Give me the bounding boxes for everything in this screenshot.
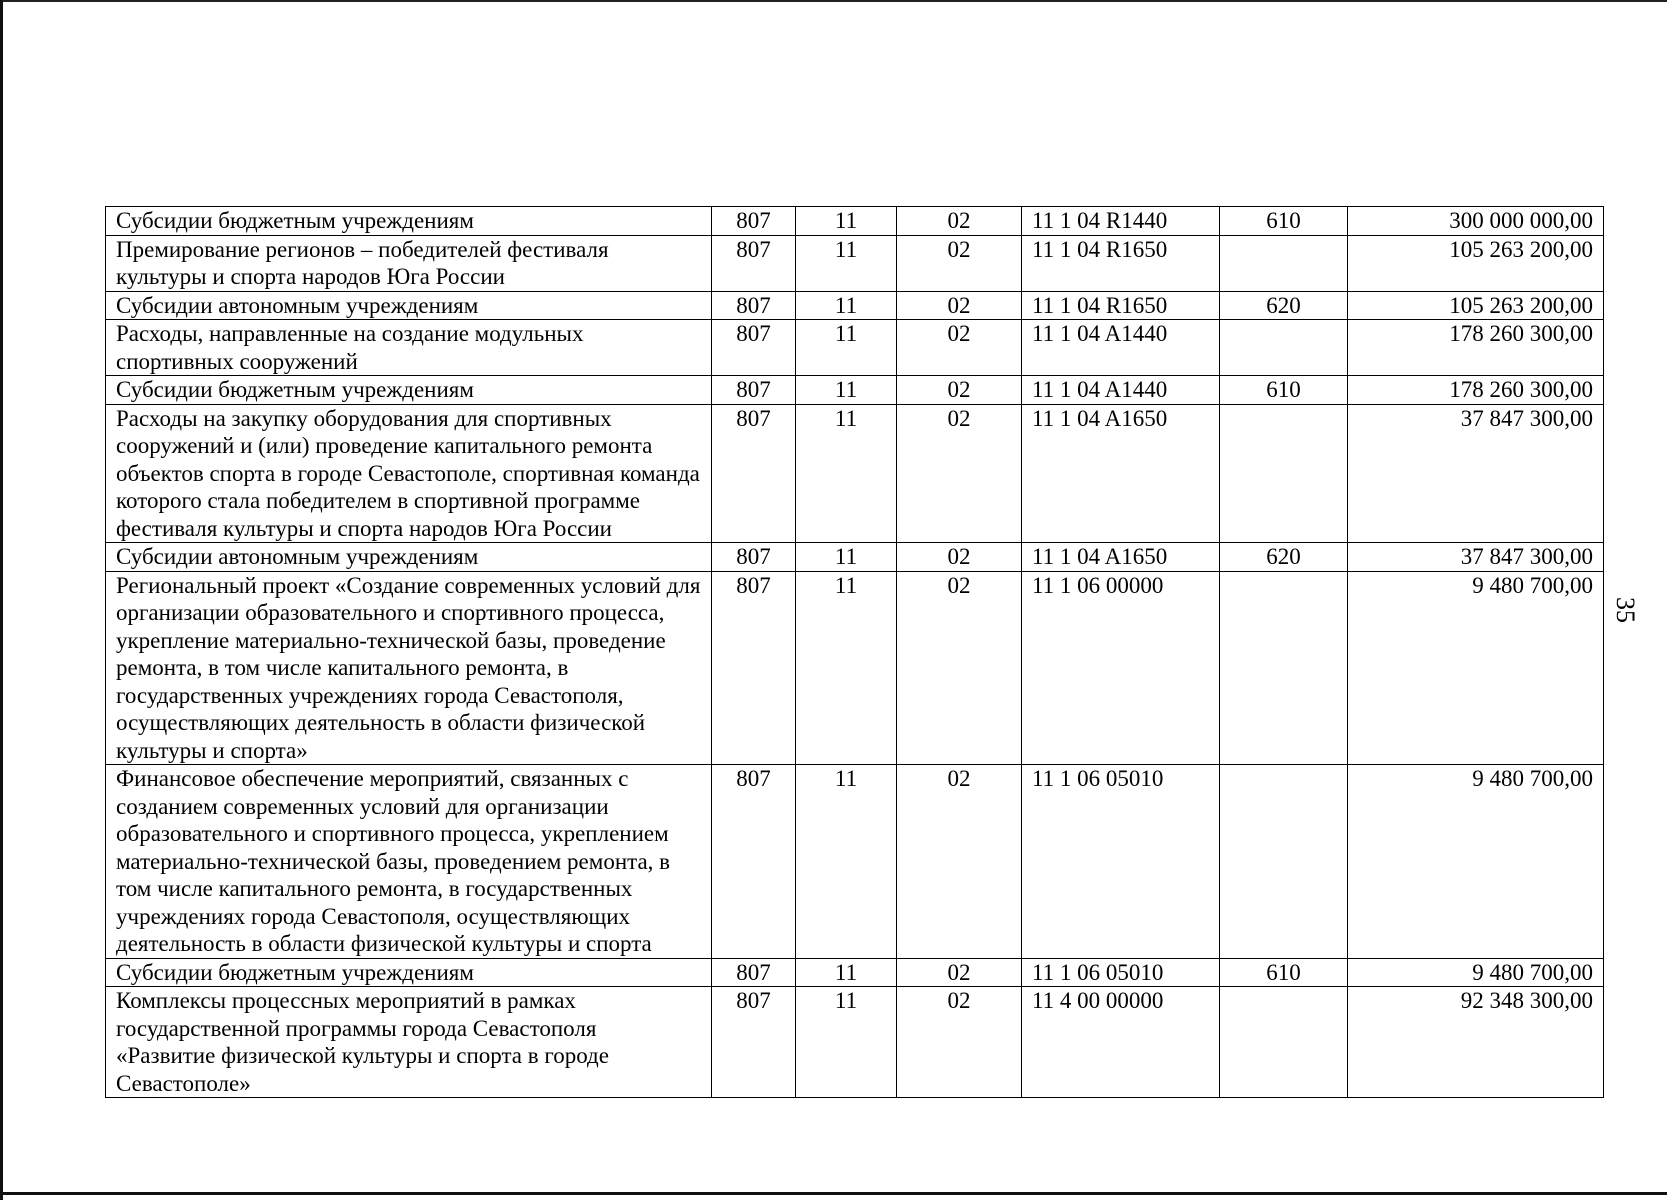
budget-table	[105, 206, 1604, 1098]
row-name: Региональный проект «Создание современных условий для организации образовательного и спортивного процесса, укрепление материально-технической базы, проведение ремонта, в том числе капитального ремонта, в государственных учреждениях города Севастополя, осуществляющих деятельность в области физической культуры и спорта»	[106, 571, 712, 765]
row-ved: 807	[712, 376, 796, 405]
budget-table-container	[105, 206, 1603, 1098]
row-name: Комплексы процессных мероприятий в рамках государственной программы города Севастополя «Развитие физической культуры и спорта в городе Севастополе»	[106, 987, 712, 1098]
row-vr	[1220, 235, 1348, 291]
row-sum: 92 348 300,00	[1348, 987, 1604, 1098]
row-pr: 02	[897, 543, 1022, 572]
row-pr: 02	[897, 571, 1022, 765]
row-ved: 807	[712, 404, 796, 543]
row-vr	[1220, 320, 1348, 376]
row-sum: 9 480 700,00	[1348, 571, 1604, 765]
row-name: Расходы, направленные на создание модульных спортивных сооружений	[106, 320, 712, 376]
row-vr	[1220, 404, 1348, 543]
table-row	[106, 235, 1604, 291]
row-rz: 11	[796, 543, 897, 572]
row-vr: 620	[1220, 543, 1348, 572]
row-pr: 02	[897, 207, 1022, 236]
scan-edge-top	[0, 0, 1667, 2]
table-row	[106, 571, 1604, 765]
row-csr: 11 1 04 A1650	[1022, 404, 1220, 543]
row-csr: 11 1 06 05010	[1022, 765, 1220, 959]
row-ved: 807	[712, 320, 796, 376]
row-name: Премирование регионов – победителей фестиваля культуры и спорта народов Юга России	[106, 235, 712, 291]
row-rz: 11	[796, 320, 897, 376]
row-csr: 11 1 06 00000	[1022, 571, 1220, 765]
row-pr: 02	[897, 291, 1022, 320]
table-row	[106, 987, 1604, 1098]
row-rz: 11	[796, 987, 897, 1098]
row-vr	[1220, 987, 1348, 1098]
row-ved: 807	[712, 765, 796, 959]
row-rz: 11	[796, 291, 897, 320]
row-csr: 11 1 04 A1440	[1022, 376, 1220, 405]
row-sum: 9 480 700,00	[1348, 765, 1604, 959]
row-sum: 37 847 300,00	[1348, 404, 1604, 543]
row-name: Расходы на закупку оборудования для спортивных сооружений и (или) проведение капитального ремонта объектов спорта в городе Севастополе, спортивная команда которого стала победителем в спортивной программе фестиваля культуры и спорта народов Юга России	[106, 404, 712, 543]
row-name: Субсидии бюджетным учреждениям	[106, 207, 712, 236]
row-ved: 807	[712, 987, 796, 1098]
row-sum: 105 263 200,00	[1348, 235, 1604, 291]
row-csr: 11 1 06 05010	[1022, 958, 1220, 987]
row-vr: 620	[1220, 291, 1348, 320]
row-vr	[1220, 571, 1348, 765]
table-row	[106, 291, 1604, 320]
row-vr	[1220, 765, 1348, 959]
table-row	[106, 376, 1604, 405]
row-csr: 11 4 00 00000	[1022, 987, 1220, 1098]
row-csr: 11 1 04 R1440	[1022, 207, 1220, 236]
row-csr: 11 1 04 A1650	[1022, 543, 1220, 572]
table-row	[106, 958, 1604, 987]
row-pr: 02	[897, 376, 1022, 405]
table-row	[106, 320, 1604, 376]
page-number: 35	[1611, 597, 1640, 623]
row-ved: 807	[712, 571, 796, 765]
row-pr: 02	[897, 958, 1022, 987]
table-row	[106, 765, 1604, 959]
row-rz: 11	[796, 376, 897, 405]
row-vr: 610	[1220, 958, 1348, 987]
row-ved: 807	[712, 207, 796, 236]
row-name: Субсидии бюджетным учреждениям	[106, 958, 712, 987]
row-pr: 02	[897, 235, 1022, 291]
row-sum: 178 260 300,00	[1348, 320, 1604, 376]
row-pr: 02	[897, 320, 1022, 376]
row-csr: 11 1 04 A1440	[1022, 320, 1220, 376]
row-sum: 300 000 000,00	[1348, 207, 1604, 236]
row-rz: 11	[796, 235, 897, 291]
row-rz: 11	[796, 404, 897, 543]
row-sum: 37 847 300,00	[1348, 543, 1604, 572]
row-ved: 807	[712, 958, 796, 987]
row-ved: 807	[712, 291, 796, 320]
row-vr: 610	[1220, 207, 1348, 236]
scan-edge-bottom	[0, 1192, 1667, 1195]
row-ved: 807	[712, 235, 796, 291]
row-ved: 807	[712, 543, 796, 572]
row-pr: 02	[897, 765, 1022, 959]
row-pr: 02	[897, 404, 1022, 543]
scan-edge-left	[0, 0, 3, 1200]
row-name: Субсидии автономным учреждениям	[106, 291, 712, 320]
row-rz: 11	[796, 207, 897, 236]
table-row	[106, 404, 1604, 543]
row-rz: 11	[796, 571, 897, 765]
row-pr: 02	[897, 987, 1022, 1098]
row-name: Субсидии бюджетным учреждениям	[106, 376, 712, 405]
row-csr: 11 1 04 R1650	[1022, 291, 1220, 320]
row-name: Финансовое обеспечение мероприятий, связанных с созданием современных условий для организации образовательного и спортивного процесса, укреплением материально-технической базы, проведением ремонта, в том числе капитального ремонта, в государственных учреждениях города Севастополя, осуществляющих деятельность в области физической культуры и спорта	[106, 765, 712, 959]
row-sum: 9 480 700,00	[1348, 958, 1604, 987]
row-rz: 11	[796, 958, 897, 987]
row-csr: 11 1 04 R1650	[1022, 235, 1220, 291]
table-row	[106, 207, 1604, 236]
row-vr: 610	[1220, 376, 1348, 405]
row-sum: 105 263 200,00	[1348, 291, 1604, 320]
row-name: Субсидии автономным учреждениям	[106, 543, 712, 572]
table-row	[106, 543, 1604, 572]
row-rz: 11	[796, 765, 897, 959]
row-sum: 178 260 300,00	[1348, 376, 1604, 405]
